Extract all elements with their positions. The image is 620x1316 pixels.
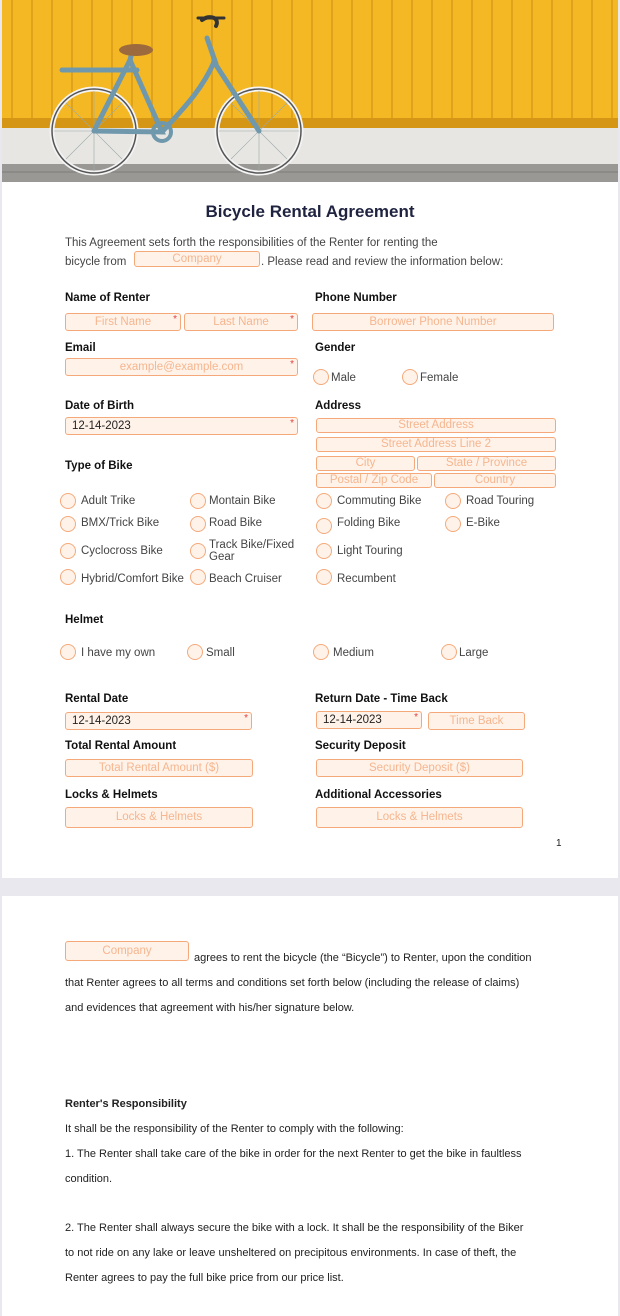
required-marker: * bbox=[290, 314, 294, 325]
page2-company-input[interactable]: Company bbox=[65, 941, 189, 961]
security-deposit-input[interactable]: Security Deposit ($) bbox=[316, 759, 523, 777]
responsibility-item-2-line-1: 2. The Renter shall always secure the bike with a lock. It shall be the responsibility of the Biker bbox=[65, 1222, 524, 1234]
bike-mountain-radio[interactable] bbox=[190, 493, 206, 509]
helmet-label: Helmet bbox=[65, 614, 104, 626]
required-marker: * bbox=[290, 359, 294, 370]
bike-track-label: Track Bike/Fixed Gear bbox=[209, 539, 295, 563]
responsibility-intro: It shall be the responsibility of the Renter to comply with the following: bbox=[65, 1123, 404, 1135]
last-name-input[interactable] bbox=[184, 313, 298, 331]
email-placeholder: example@example.com bbox=[119, 361, 244, 373]
gender-male-radio[interactable] bbox=[313, 369, 329, 385]
total-amount-label: Total Rental Amount bbox=[65, 740, 177, 752]
required-marker: * bbox=[244, 713, 248, 724]
first-name-input[interactable] bbox=[65, 313, 181, 331]
intro-line-1: This Agreement sets forth the responsibilities of the Renter for renting the bbox=[65, 237, 438, 249]
bike-ebike-radio[interactable] bbox=[445, 516, 461, 532]
gender-female-label: Female bbox=[420, 372, 459, 384]
street-address-2-input[interactable]: Street Address Line 2 bbox=[316, 437, 556, 452]
locks-helmets-label: Locks & Helmets bbox=[65, 789, 158, 801]
bike-bmx-radio[interactable] bbox=[60, 516, 76, 532]
return-label: Return Date - Time Back bbox=[315, 693, 448, 705]
dob-value: 12-14-2023 bbox=[72, 420, 131, 432]
helmet-small-radio[interactable] bbox=[187, 644, 203, 660]
helmet-medium-label: Medium bbox=[333, 647, 374, 659]
bike-hybrid-radio[interactable] bbox=[60, 569, 76, 585]
helmet-large-label: Large bbox=[459, 647, 489, 659]
bicycle-header-image bbox=[2, 0, 618, 182]
bike-folding-label: Folding Bike bbox=[337, 517, 401, 529]
time-back-input[interactable]: Time Back bbox=[428, 712, 525, 730]
bike-ebike-label: E-Bike bbox=[466, 517, 500, 529]
total-amount-input[interactable]: Total Rental Amount ($) bbox=[65, 759, 253, 777]
bike-commuting-label: Commuting Bike bbox=[337, 495, 422, 507]
helmet-own-label: I have my own bbox=[81, 647, 156, 659]
state-input[interactable]: State / Province bbox=[417, 456, 556, 471]
intro-company-input[interactable]: Company bbox=[134, 251, 260, 267]
rental-date-value: 12-14-2023 bbox=[72, 715, 131, 727]
dob-label: Date of Birth bbox=[65, 400, 134, 412]
intro-line-2-suffix: . Please read and review the information below: bbox=[261, 256, 504, 268]
required-marker: * bbox=[290, 418, 294, 429]
country-input[interactable]: Country bbox=[434, 473, 556, 488]
bike-recumbent-radio[interactable] bbox=[316, 569, 332, 585]
additional-accessories-input[interactable]: Locks & Helmets bbox=[316, 807, 523, 828]
bike-bmx-label: BMX/Trick Bike bbox=[81, 517, 160, 529]
phone-input[interactable]: Borrower Phone Number bbox=[312, 313, 554, 331]
bike-adult-trike-label: Adult Trike bbox=[81, 495, 136, 507]
city-input[interactable]: City bbox=[316, 456, 415, 471]
first-name-placeholder: First Name bbox=[94, 316, 152, 328]
gender-female-radio[interactable] bbox=[402, 369, 418, 385]
bike-commuting-radio[interactable] bbox=[316, 493, 332, 509]
bike-cyclocross-radio[interactable] bbox=[60, 543, 76, 559]
bike-hybrid-label: Hybrid/Comfort Bike bbox=[81, 573, 184, 585]
bike-beach-cruiser-label: Beach Cruiser bbox=[209, 573, 282, 585]
required-marker: * bbox=[414, 712, 418, 723]
responsibility-item-2-line-3: Renter agrees to pay the full bike price from our price list. bbox=[65, 1272, 344, 1284]
responsibility-item-1-line-2: condition. bbox=[65, 1173, 113, 1185]
email-input[interactable] bbox=[65, 358, 298, 376]
renter-name-label: Name of Renter bbox=[65, 292, 150, 304]
phone-label: Phone Number bbox=[315, 292, 397, 304]
email-label: Email bbox=[65, 342, 96, 354]
additional-accessories-label: Additional Accessories bbox=[315, 789, 442, 801]
helmet-small-label: Small bbox=[206, 647, 235, 659]
gender-label: Gender bbox=[315, 342, 356, 354]
helmet-own-radio[interactable] bbox=[60, 644, 76, 660]
page-number: 1 bbox=[556, 838, 562, 849]
rental-date-label: Rental Date bbox=[65, 693, 129, 705]
street-address-input[interactable]: Street Address bbox=[316, 418, 556, 433]
return-date-value: 12-14-2023 bbox=[323, 714, 382, 726]
zip-input[interactable]: Postal / Zip Code bbox=[316, 473, 432, 488]
bike-beach-cruiser-radio[interactable] bbox=[190, 569, 206, 585]
bike-track-radio[interactable] bbox=[190, 543, 206, 559]
gender-male-label: Male bbox=[331, 372, 356, 384]
bike-road-radio[interactable] bbox=[190, 516, 206, 532]
intro-line-2-prefix: bicycle from bbox=[65, 256, 127, 268]
bike-mountain-label: Montain Bike bbox=[209, 495, 276, 507]
responsibility-item-2-line-2: to not ride on any lake or leave unsheltered on precipitous environments. In case of theft, the bbox=[65, 1247, 517, 1259]
helmet-large-radio[interactable] bbox=[441, 644, 457, 660]
last-name-placeholder: Last Name bbox=[213, 316, 269, 328]
dob-input[interactable] bbox=[65, 417, 298, 435]
bike-light-touring-radio[interactable] bbox=[316, 543, 332, 559]
return-date-input[interactable] bbox=[316, 711, 422, 729]
responsibility-heading: Renter's Responsibility bbox=[65, 1098, 187, 1110]
agreement-line-2: that Renter agrees to all terms and conditions set forth below (including the release of claims) bbox=[65, 977, 520, 989]
required-marker: * bbox=[173, 314, 177, 325]
agreement-line-1: agrees to rent the bicycle (the “Bicycle”) to Renter, upon the condition bbox=[194, 952, 532, 964]
agreement-line-3: and evidences that agreement with his/her signature below. bbox=[65, 1002, 355, 1014]
locks-helmets-input[interactable]: Locks & Helmets bbox=[65, 807, 253, 828]
bike-adult-trike-radio[interactable] bbox=[60, 493, 76, 509]
address-label: Address bbox=[315, 400, 362, 412]
bike-folding-radio[interactable] bbox=[316, 518, 332, 534]
bike-road-label: Road Bike bbox=[209, 517, 263, 529]
bike-road-touring-label: Road Touring bbox=[466, 495, 535, 507]
security-deposit-label: Security Deposit bbox=[315, 740, 406, 752]
responsibility-item-1-line-1: 1. The Renter shall take care of the bike in order for the next Renter to get the bike in faultless bbox=[65, 1148, 522, 1160]
rental-date-input[interactable] bbox=[65, 712, 252, 730]
bike-road-touring-radio[interactable] bbox=[445, 493, 461, 509]
bike-cyclocross-label: Cyclocross Bike bbox=[81, 545, 163, 557]
form-title: Bicycle Rental Agreement bbox=[205, 202, 415, 221]
bike-recumbent-label: Recumbent bbox=[337, 573, 396, 585]
helmet-medium-radio[interactable] bbox=[313, 644, 329, 660]
bike-type-label: Type of Bike bbox=[65, 460, 133, 472]
page-1 bbox=[2, 0, 618, 878]
bike-light-touring-label: Light Touring bbox=[337, 545, 403, 557]
page-2 bbox=[2, 896, 618, 1316]
